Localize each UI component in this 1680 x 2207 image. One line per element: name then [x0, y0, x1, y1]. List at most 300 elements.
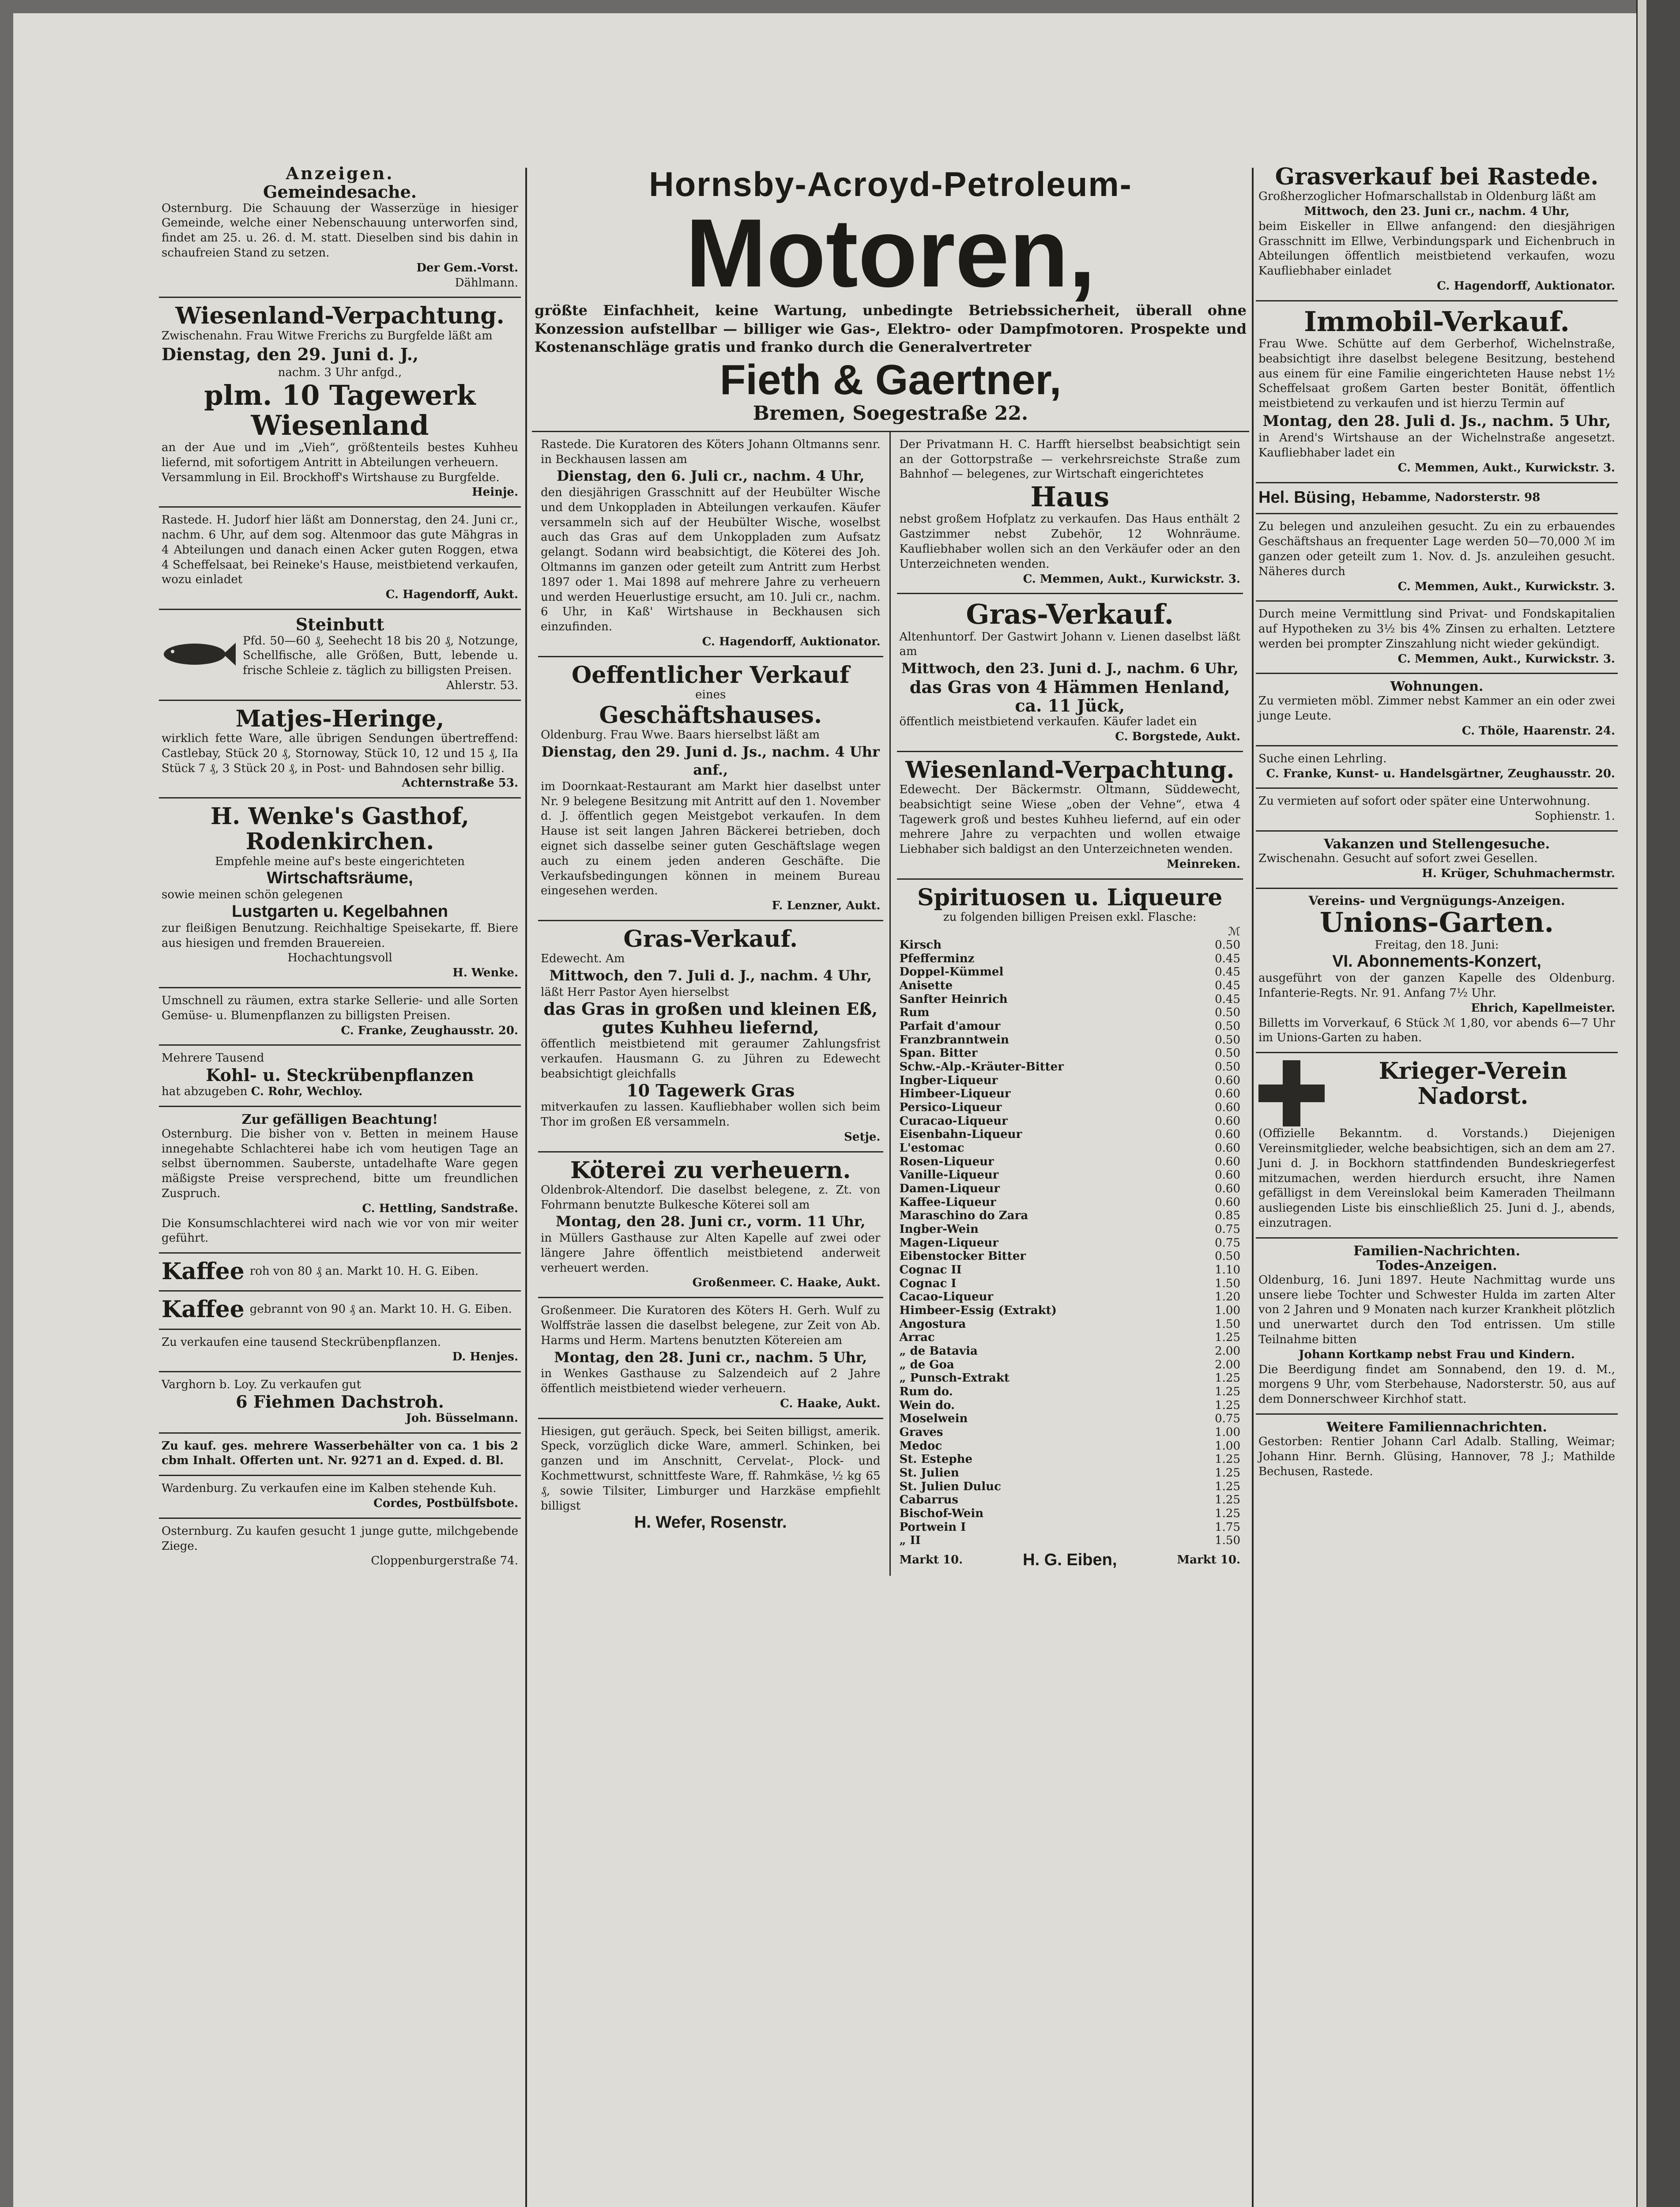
- price-item-value: 1.25: [1215, 1493, 1240, 1507]
- ad-signature: Der Gem.-Vorst.: [416, 261, 518, 275]
- price-row: [900, 1331, 1241, 1345]
- price-item-name: Vanille-Liqueur: [899, 1168, 999, 1182]
- ad-krieger-verein: [1256, 1053, 1618, 1239]
- price-item-name: Doppel-Kümmel: [899, 965, 1004, 979]
- ad-heading: Zur gefälligen Beachtung!: [241, 1111, 438, 1127]
- ad-heading: Matjes-Heringe,: [235, 705, 444, 732]
- ad-weitere-familiennachrichten: [1256, 1415, 1618, 1485]
- price-item-name: Rum do.: [899, 1385, 953, 1399]
- price-row: [900, 1196, 1241, 1209]
- ad-text: Rastede. Die Kuratoren des Köters Johann Oltmanns senr. in Beckhausen lassen am: [541, 437, 881, 466]
- price-row: [900, 1101, 1241, 1115]
- price-row: [900, 1345, 1241, 1358]
- iron-cross-icon: [1258, 1060, 1325, 1126]
- price-item-value: 1.25: [1215, 1331, 1240, 1345]
- price-row: [900, 1020, 1241, 1033]
- ad-heading: Krieger-Verein Nadorst.: [1379, 1058, 1567, 1110]
- ad-steinbutt: [159, 610, 521, 701]
- ad-text: mitverkaufen zu lassen. Kaufliebhaber wollen sich beim Thor im großen Eß versammeln.: [541, 1100, 881, 1129]
- price-row: [900, 1223, 1241, 1236]
- column-left: [159, 159, 521, 1575]
- ad-familien-nachrichten: [1256, 1239, 1618, 1415]
- ad-signature: Johann Kortkamp nebst Frau und Kindern.: [1299, 1348, 1575, 1361]
- ad-date: Mittwoch, den 23. Juni cr., nachm. 4 Uhr,: [1304, 204, 1570, 218]
- price-row: [900, 1507, 1241, 1521]
- price-item-value: 0.75: [1215, 1222, 1240, 1236]
- ad-heading: Wohnungen.: [1390, 679, 1484, 695]
- price-item-value: 0.60: [1215, 1168, 1240, 1182]
- price-item-value: 1.20: [1215, 1290, 1240, 1304]
- price-row: [900, 1453, 1241, 1466]
- price-list: [900, 938, 1241, 1548]
- column-right: [1256, 159, 1618, 1485]
- price-item-name: Anisette: [899, 979, 953, 992]
- column-rule-left: [525, 168, 527, 2207]
- column-middle: [532, 159, 1249, 1576]
- ad-heading-large: Motoren,: [686, 199, 1096, 307]
- ad-text: Billetts im Vorverkauf, 6 Stück ℳ 1,80, vor abends 6—7 Uhr im Unions-Garten zu haben.: [1258, 1016, 1615, 1045]
- ad-date: Dienstag, den 29. Juni d. J.,: [162, 344, 419, 365]
- ad-text: läßt Herr Pastor Ayen hierselbst: [541, 985, 729, 999]
- page-gutter: [1636, 0, 1646, 2207]
- ad-text: Frau Wwe. Schütte auf dem Gerberhof, Wichelnstraße, beabsichtigt ihre daselbst belegene Besitzung, bestehend aus einem für eine Familie eingerichteten Hause nebst 1½ Scheffelsaat großem Garten bester Bonität, öffentlich meistbietend zu verkaufen und ist hierzu Termin auf: [1258, 337, 1615, 411]
- ad-signature: Ehrich, Kapellmeister.: [1471, 1001, 1615, 1015]
- ad-judorf: [159, 508, 521, 610]
- ad-text: Hiesigen, gut geräuch. Speck, bei Seiten billigst, amerik. Speck, vorzüglich dicke Ware, ammerl. Schinken, bei ganzen und im Anschnitt, Cervelat-, Plock- und Kochmettwurst, schnittfeste Ware, ff. Rahmkäse, ½ kg 65 ₰, sowie Tilsiter, Limburger und Harzkäse empfiehlt billigst: [541, 1424, 881, 1513]
- ad-heading: Immobil-Verkauf.: [1303, 305, 1570, 338]
- ad-heading: Vakanzen und Stellengesuche.: [1323, 836, 1550, 852]
- ad-text: Freitag, den 18. Juni:: [1375, 938, 1499, 952]
- ad-text: Altenhuntorf. Der Gastwirt Johann v. Lienen daselbst läßt am: [899, 630, 1240, 659]
- price-item-value: 0.50: [1215, 1060, 1240, 1073]
- ad-unterwohnung: [1256, 789, 1618, 832]
- ad-gras-altenhuntorf: [897, 594, 1243, 752]
- ad-text: Varghorn b. Loy. Zu verkaufen gut: [162, 1378, 362, 1392]
- ad-immobil-verkauf: [1256, 301, 1618, 483]
- ad-gras-edewecht: [538, 921, 883, 1152]
- price-item-value: 1.25: [1215, 1371, 1240, 1385]
- price-row: [900, 1290, 1241, 1304]
- ad-text: Zu verkaufen eine tausend Steckrübenpflanzen.: [162, 1335, 441, 1349]
- price-item-value: 1.25: [1215, 1453, 1240, 1466]
- price-item-name: „ II: [899, 1534, 921, 1548]
- ad-signature: H. Krüger, Schuhmachermstr.: [1422, 866, 1615, 880]
- ad-anleihen: [1256, 514, 1618, 602]
- price-item-value: 0.75: [1215, 1412, 1240, 1426]
- price-item-value: 0.45: [1215, 979, 1240, 992]
- price-row: [900, 1521, 1241, 1534]
- price-row: [900, 1304, 1241, 1318]
- ad-text: eines: [695, 688, 726, 701]
- price-item-name: Curacao-Liqueur: [899, 1114, 1008, 1128]
- price-row: [900, 1033, 1241, 1047]
- price-item-value: 1.10: [1215, 1263, 1240, 1277]
- price-item-value: 1.00: [1215, 1303, 1240, 1317]
- price-row: [900, 1318, 1241, 1331]
- ad-heading: Wiesenland-Verpachtung.: [175, 302, 505, 330]
- price-item-value: 0.50: [1215, 938, 1240, 952]
- ad-text: Empfehle meine auf's beste eingerichteten: [215, 855, 465, 868]
- price-item-value: 0.50: [1215, 1019, 1240, 1033]
- ad-signature: Achternstraße 53.: [402, 776, 518, 790]
- ad-heading: Kohl- u. Steckrübenpflanzen: [206, 1065, 474, 1085]
- price-item-value: 0.60: [1215, 1182, 1240, 1195]
- ad-motoren: [532, 159, 1249, 432]
- ad-date: Mittwoch, den 7. Juli d. J., nachm. 4 Uhr,: [549, 967, 872, 984]
- price-item-value: 1.00: [1215, 1426, 1240, 1439]
- price-item-value: 0.50: [1215, 1033, 1240, 1047]
- scan-edge: [1646, 0, 1680, 2207]
- ad-signature: Heinje.: [472, 486, 518, 499]
- ad-text: Pfd. 50—60 ₰, Seehecht 18 bis 20 ₰, Notzunge, Schellfische, alle Größen, Butt, lebende u. frische Schleie z. täglich zu billigsten Preisen.: [243, 634, 518, 678]
- price-item-name: Angostura: [899, 1317, 966, 1331]
- ad-text: Edewecht. Am: [541, 952, 625, 966]
- price-item-value: 2.00: [1215, 1345, 1240, 1358]
- ad-stellengesuche: [1256, 832, 1618, 889]
- ad-date: Montag, den 28. Juni cr., nachm. 5 Uhr,: [554, 1348, 867, 1366]
- ad-heading: Köterei zu verheuern.: [570, 1156, 851, 1184]
- price-row: [900, 993, 1241, 1006]
- price-item-name: St. Julien Duluc: [899, 1480, 1001, 1493]
- price-row: [900, 965, 1241, 979]
- ad-text: hat abzugeben: [162, 1085, 248, 1098]
- ad-highlight: das Gras von 4 Hämmen Henland, ca. 11 Jück,: [909, 677, 1230, 716]
- ad-heading: Kaffee: [162, 1296, 245, 1323]
- ad-text: zur fleißigen Benutzung. Reichhaltige Speisekarte, ff. Biere aus hiesigen und fremden Brauereien.: [162, 921, 518, 950]
- ad-date: Montag, den 28. Juli d. Js., nachm. 5 Uhr,: [1262, 412, 1611, 430]
- ad-kaffee-roh: [159, 1254, 521, 1292]
- price-row: [900, 1426, 1241, 1439]
- section-title: Weitere Familiennachrichten.: [1326, 1419, 1547, 1435]
- price-item-value: 0.50: [1215, 1047, 1240, 1060]
- ad-time: nachm. 3 Uhr anfgd.,: [278, 365, 402, 379]
- ad-heading: Spirituosen u. Liqueure: [917, 884, 1223, 911]
- ad-signature: H. G. Eiben,: [1023, 1551, 1117, 1570]
- price-row: [900, 1047, 1241, 1060]
- price-item-value: 0.85: [1215, 1209, 1240, 1223]
- ad-signature: Großenmeer. C. Haake, Aukt.: [692, 1276, 881, 1290]
- price-item-value: 0.75: [1215, 1236, 1240, 1250]
- price-item-name: Eisenbahn-Liqueur: [899, 1128, 1022, 1141]
- ad-text: Edewecht. Der Bäckermstr. Oltmann, Süddewecht, beabsichtigt seine Wiese „oben der Vehne“, etwa 4 Tagewerk groß und bestes Kuhheu liefernd, auf ein oder mehrere Jahre zu verpachten und wollen etwaige Liebhaber sich baldigst an den Unterzeichneten wenden.: [899, 783, 1240, 856]
- ad-gemeindesache: [159, 159, 521, 298]
- ad-text: an der Aue und im „Vieh“, größtenteils bestes Kuhheu liefernd, mit sofortigem Antritt in Abteilungen verheuern.: [162, 441, 518, 469]
- price-row: [900, 1060, 1241, 1074]
- price-item-name: St. Julien: [899, 1466, 959, 1480]
- ad-signature: C. Rohr, Wechloy.: [251, 1085, 363, 1098]
- ad-heading: Oeffentlicher Verkauf: [572, 661, 850, 689]
- price-item-value: 0.45: [1215, 952, 1240, 965]
- price-item-name: Portwein I: [899, 1520, 966, 1534]
- ad-text: beim Eiskeller in Ellwe anfangend: den diesjährigen Grasschnitt im Ellwe, Verbindungspark und Eichenbruch in Abteilungen öffentlich meistbietend verkaufen, wozu Kaufliebhaber einladet: [1258, 219, 1615, 278]
- price-item-value: 1.75: [1215, 1520, 1240, 1534]
- ad-text: Großherzoglicher Hofmarschallstab in Oldenburg läßt am: [1258, 190, 1596, 203]
- price-row: [900, 1371, 1241, 1385]
- ad-text: den diesjährigen Grasschnitt auf der Heubülter Wische und dem Unkoppladen in Abteilungen verkaufen. Käufer versammeln sich auf der Heubülter Wische, woselbst auch das Gras auf dem Unkoppladen zum Aufsatz gelangt. Sodann wird beabsichtigt, die Köterei des Joh. Oltmanns im ganzen oder geteilt zum Antritt zum Herbst 1897 oder 1. Mai 1898 auf mehrere Jahre zu verheuern und werden Heuerlustige ersucht, am 10. Juli cr., nachm. 6 Uhr, in Kaß' Wirtshause in Beckhausen sich einzufinden.: [541, 486, 881, 634]
- ad-text: Oldenburg, 16. Juni 1897. Heute Nachmittag wurde uns unsere liebe Tochter und Schwester Hulda im zarten Alter von 2 Jahren und 9 Monaten nach kurzer Krankheit plötzlich und unerwartet durch den Tod entrissen. Um stille Teilnahme bitten: [1258, 1273, 1615, 1346]
- ad-text: im Doornkaat-Restaurant am Markt hier daselbst unter Nr. 9 belegene Besitzung mit Antritt auf den 1. November d. J. öffentlich gegen Meistgebot verkaufen. In dem Hause ist seit langen Jahren Bäckerei betrieben, doch eignet sich dasselbe seiner guten Geschäftslage wegen auch zu einem jeden anderen Geschäfte. Die Verkaufsbedingungen können in meinem Bureau eingesehen werden.: [541, 780, 881, 898]
- ad-heading: Gras-Verkauf.: [623, 926, 798, 953]
- ad-text: Großenmeer. Die Kuratoren des Köters H. Gerh. Wulf zu Wolffsträe lassen die daselbst belegene, zur Zeit von Ab. Harms und Herm. Martens benutzten Kötereien am: [541, 1304, 881, 1347]
- ad-signature: C. Memmen, Aukt., Kurwickstr. 3.: [1397, 461, 1615, 475]
- ad-signature: Meinreken.: [1167, 858, 1240, 871]
- ad-highlight: Wiesenland: [251, 409, 429, 441]
- ad-text: sowie meinen schön gelegenen: [162, 888, 343, 902]
- ad-heading: Gemeindesache.: [263, 181, 417, 202]
- fish-icon: [162, 636, 237, 672]
- ad-text: Zwischenahn. Gesucht auf sofort zwei Gesellen.: [1258, 852, 1538, 866]
- price-row: [900, 1480, 1241, 1494]
- ad-date: Mittwoch, den 23. Juni d. J., nachm. 6 Uhr,: [901, 660, 1239, 677]
- ad-text: Hebamme, Nadorsterstr. 98: [1361, 490, 1541, 504]
- price-item-value: 0.60: [1215, 1155, 1240, 1168]
- price-row: [900, 1263, 1241, 1277]
- price-item-name: L'estomac: [899, 1141, 964, 1155]
- price-item-value: 1.25: [1215, 1385, 1240, 1399]
- price-item-name: Span. Bitter: [899, 1047, 978, 1060]
- ad-signature: Ahlerstr. 53.: [446, 679, 518, 693]
- ad-signature: H. Wefer, Rosenstr.: [634, 1513, 787, 1532]
- price-item-name: Damen-Liqueur: [899, 1182, 1000, 1195]
- price-row: [900, 979, 1241, 993]
- ad-signature: C. Franke, Zeughausstr. 20.: [341, 1024, 518, 1037]
- ad-text: öffentlich meistbietend mit geraumer Zahlungsfrist verkaufen. Hausmann G. zu Jühren zu Edewecht beabsichtigt gleichfalls: [541, 1037, 881, 1081]
- price-item-name: Bischof-Wein: [899, 1507, 984, 1521]
- ad-oltmanns: [538, 432, 883, 657]
- ad-highlight: 10 Tagewerk Gras: [626, 1081, 795, 1101]
- ad-firm-name: Fieth & Gaertner,: [719, 356, 1062, 403]
- ad-text: Die Konsumschlachterei wird nach wie vor von mir weiter geführt.: [162, 1216, 518, 1245]
- price-row: [900, 1439, 1241, 1453]
- ad-text: Zu vermieten möbl. Zimmer nebst Kammer an ein oder zwei junge Leute.: [1258, 694, 1615, 723]
- price-item-name: Cognac I: [899, 1277, 957, 1290]
- ad-wenke-gasthof: [159, 798, 521, 988]
- section-title: Anzeigen.: [286, 163, 394, 183]
- price-item-value: 0.45: [1215, 965, 1240, 979]
- ad-heading: Grasverkauf bei Rastede.: [1275, 163, 1599, 190]
- ad-text: Zu belegen und anzuleihen gesucht. Zu ein zu erbauendes Geschäftshaus an frequenter Lage werden 50—70,000 ℳ im ganzen oder geteilt zum 1. Nov. d. Js. anzuleihen gesucht. Näheres durch: [1258, 520, 1615, 578]
- ad-address: Markt 10.: [899, 1553, 963, 1567]
- price-item-value: 1.00: [1215, 1439, 1240, 1453]
- ad-signature: C. Thöle, Haarenstr. 24.: [1462, 724, 1615, 738]
- ad-signature: C. Hettling, Sandstraße.: [362, 1201, 518, 1215]
- ad-highlight: das Gras in großen und kleinen Eß, gutes Kuhheu liefernd,: [543, 999, 878, 1038]
- price-row: [900, 1115, 1241, 1128]
- price-item-name: Ingber-Wein: [899, 1222, 979, 1236]
- ad-signature: Sophienstr. 1.: [1535, 810, 1615, 823]
- ad-matjes: [159, 701, 521, 798]
- price-item-name: Cognac II: [899, 1263, 962, 1277]
- price-item-value: 1.50: [1215, 1534, 1240, 1548]
- price-item-name: Ingber-Liqueur: [899, 1073, 998, 1087]
- ad-signature: Joh. Büsselmann.: [406, 1411, 518, 1425]
- ad-date: Dienstag, den 29. Juni d. Js., nachm. 4 Uhr anf.,: [541, 743, 880, 779]
- price-item-name: Moselwein: [899, 1412, 968, 1426]
- ad-text: Hochachtungsvoll: [287, 951, 392, 965]
- ad-highlight: plm. 10 Tagewerk: [204, 379, 476, 411]
- ad-signature: Cloppenburgerstraße 74.: [371, 1554, 518, 1568]
- ad-text: größte Einfachheit, keine Wartung, unbedingte Betriebssicherheit, überall ohne Konzession aufstellbar — billiger wie Gas-, Elektro- oder Dampfmotoren. Prospekte und Kostenanschläge gratis und franko durch die Generalvertreter: [535, 302, 1247, 356]
- ad-grasverkauf-rastede: [1256, 159, 1618, 301]
- ad-spirituosen: [897, 880, 1243, 1576]
- ad-signature: C. Borgstede, Aukt.: [1115, 730, 1240, 744]
- price-item-value: 0.60: [1215, 1195, 1240, 1209]
- price-row: [900, 1155, 1241, 1169]
- price-item-name: Rosen-Liqueur: [899, 1155, 994, 1168]
- price-row: [900, 1250, 1241, 1263]
- ad-text: Der Privatmann H. C. Harfft hierselbst beabsichtigt sein an der Gottorpstraße — verkehrsreichste Straße zum Bahnhof — belegenes, zur Wirtschaft eingerichtetes: [899, 437, 1240, 481]
- ad-text: Oldenburg. Frau Wwe. Baars hierselbst läßt am: [541, 728, 820, 742]
- ad-signature: Setje.: [844, 1130, 881, 1144]
- ad-text: Osternburg. Die bisher von v. Betten in meinem Hause innegehabte Schlachterei habe ich vom heutigen Tage an selbst übernommen. Sauberste, untadelhafte Ware gegen mäßigste Preise versprechend, bitte um freundlichen Zuspruch.: [162, 1127, 518, 1200]
- price-item-name: St. Estephe: [899, 1453, 973, 1466]
- price-row: [900, 1399, 1241, 1412]
- ad-heading: Geschäftshauses.: [599, 701, 822, 729]
- price-item-value: 0.60: [1215, 1073, 1240, 1087]
- price-item-value: 1.50: [1215, 1277, 1240, 1290]
- ad-henjes: [159, 1330, 521, 1373]
- ad-signature: C. Hagendorff, Aukt.: [385, 588, 518, 602]
- ad-signature: C. Memmen, Aukt., Kurwickstr. 3.: [1023, 572, 1240, 586]
- price-item-value: 0.60: [1215, 1114, 1240, 1128]
- price-item-value: 1.50: [1215, 1317, 1240, 1331]
- ad-kaffee-gebrannt: [159, 1292, 521, 1329]
- ad-subheading: Rodenkirchen.: [245, 828, 434, 855]
- price-item-value: 1.25: [1215, 1480, 1240, 1493]
- price-row: [900, 1074, 1241, 1088]
- price-row: [900, 952, 1241, 966]
- ad-text: Zu kauf. ges. mehrere Wasserbehälter von ca. 1 bis 2 cbm Inhalt. Offerten unt. Nr. 9271 an d. Exped. d. Bl.: [162, 1439, 518, 1468]
- ad-wardenburg: [159, 1476, 521, 1519]
- ad-text: in Müllers Gasthause zur Alten Kapelle auf zwei oder längere Jahre öffentlich meistbietend anderweit verheuert werden.: [541, 1231, 881, 1275]
- section-title: Familien-Nachrichten.: [1353, 1243, 1520, 1259]
- ad-highlight: Lustgarten u. Kegelbahnen: [232, 902, 448, 921]
- ad-text: Suche einen Lehrling.: [1258, 752, 1387, 765]
- ad-text: Rastede. H. Judorf hier läßt am Donnerstag, den 24. Juni cr., nachm. 6 Uhr, auf dem sog. Altenmoor das gute Mähgras in 4 Abteilungen und danach einen Acker guten Roggen, etwa 4 Scheffelsaat, bei Reineke's Hause, meistbietend verkaufen, wozu einladet: [162, 513, 518, 587]
- ad-wiesenland-edewecht: [897, 752, 1243, 880]
- price-row: [900, 1385, 1241, 1399]
- price-item-name: Magen-Liqueur: [899, 1236, 998, 1250]
- ad-text: Mehrere Tausend: [162, 1051, 264, 1065]
- ad-wefer: [538, 1419, 883, 1539]
- middle-subcolumns: [532, 432, 1249, 1576]
- ad-signature: C. Memmen, Aukt., Kurwickstr. 3.: [1397, 580, 1615, 593]
- ad-heading: H. Wenke's Gasthof,: [210, 803, 469, 830]
- ad-signature: C. Hagendorff, Auktionator.: [1437, 279, 1615, 293]
- ad-signature: C. Hagendorff, Auktionator.: [702, 635, 881, 648]
- price-item-name: Cacao-Liqueur: [899, 1290, 994, 1304]
- ad-wasserbehaelter: [159, 1434, 521, 1476]
- ad-signature: C. Haake, Aukt.: [780, 1397, 881, 1410]
- price-item-name: Kaffee-Liqueur: [899, 1195, 996, 1209]
- ad-heading: Wiesenland-Verpachtung.: [905, 756, 1235, 783]
- ad-text: Durch meine Vermittlung sind Privat- und Fondskapitalien auf Hypotheken zu 3½ bis 4% Zinsen zu erhalten. Letztere werden bei prompter Zinszahlung nicht wieder gekündigt.: [1258, 607, 1615, 651]
- ad-text: Wardenburg. Zu verkaufen eine im Kalben stehende Kuh.: [162, 1482, 497, 1495]
- ad-text: gebrannt von 90 ₰ an. Markt 10. H. G. Eiben.: [249, 1303, 512, 1316]
- price-item-name: Eibenstocker Bitter: [899, 1250, 1026, 1263]
- ad-date: Dienstag, den 6. Juli cr., nachm. 4 Uhr,: [557, 467, 865, 485]
- ad-text: öffentlich meistbietend verkaufen. Käufer ladet ein: [899, 715, 1197, 729]
- price-row: [900, 1534, 1241, 1548]
- ad-text: nebst großem Hofplatz zu verkaufen. Das Haus enthält 2 Gastzimmer nebst Zubehör, 12 Wohnräume. Kaufliebhaber wollen sich an den Verkäufer oder an den Unterzeichneten wenden.: [899, 512, 1240, 571]
- price-row: [900, 1087, 1241, 1101]
- ad-highlight: VI. Abonnements-Konzert,: [1332, 952, 1541, 971]
- price-item-value: 1.25: [1215, 1507, 1240, 1521]
- price-item-value: 1.25: [1215, 1466, 1240, 1480]
- ad-text: Umschnell zu räumen, extra starke Sellerie- und alle Sorten Gemüse- u. Blumenpflanzen zu billigsten Preisen.: [162, 994, 518, 1022]
- ad-signature: Dählmann.: [455, 276, 518, 290]
- price-item-value: 0.60: [1215, 1141, 1240, 1155]
- price-row: [900, 1493, 1241, 1507]
- price-item-name: Pfefferminz: [899, 952, 975, 965]
- price-row: [900, 938, 1241, 952]
- price-item-value: 1.25: [1215, 1398, 1240, 1412]
- ad-subheading: Todes-Anzeigen.: [1376, 1258, 1497, 1273]
- ad-wulf: [538, 1298, 883, 1419]
- ad-heading: Hel. Büsing,: [1258, 488, 1356, 507]
- section-title: Vereins- und Vergnügungs-Anzeigen.: [1308, 893, 1565, 908]
- ad-heading: Gras-Verkauf.: [966, 598, 1174, 631]
- ad-dachstroh: [159, 1372, 521, 1433]
- price-item-name: Franzbranntwein: [899, 1033, 1009, 1047]
- ad-signature: H. Wenke.: [452, 966, 518, 980]
- price-item-name: Himbeer-Liqueur: [899, 1087, 1011, 1101]
- ad-address: Markt 10.: [1177, 1553, 1240, 1567]
- price-item-name: Himbeer-Essig (Extrakt): [899, 1303, 1057, 1317]
- ad-ziege: [159, 1519, 521, 1575]
- price-row: [900, 1128, 1241, 1141]
- ad-signature: F. Lenzner, Aukt.: [772, 899, 881, 913]
- ad-text: in Wenkes Gasthause zu Salzendeich auf 2 Jahre öffentlich meistbietend wieder verheuern.: [541, 1367, 881, 1395]
- ad-subheading: zu folgenden billigen Preisen exkl. Flasche:: [943, 911, 1197, 924]
- price-item-name: Wein do.: [899, 1398, 955, 1412]
- price-item-value: 2.00: [1215, 1358, 1240, 1371]
- ad-wiesenland-verpachtung: [159, 298, 521, 508]
- price-item-name: Schw.-Alp.-Kräuter-Bitter: [899, 1060, 1064, 1073]
- ad-unions-garten: [1256, 889, 1618, 1054]
- middle-subcolumn-b: [891, 432, 1250, 1576]
- ad-text: Zwischenahn. Frau Witwe Frerichs zu Burgfelde läßt am: [162, 329, 493, 343]
- ad-text: Osternburg. Die Schauung der Wasserzüge in hiesiger Gemeinde, welche einer Nebenschauung unterworfen sind, findet am 25. u. 26. d. M. statt. Dieselben sind bis dahin in schaufreien Stand zu setzen.: [162, 201, 518, 260]
- price-item-name: „ de Batavia: [899, 1345, 978, 1358]
- currency-symbol: ℳ: [1228, 925, 1240, 938]
- middle-subcolumn-a: [532, 432, 891, 1576]
- ad-signature: C. Memmen, Aukt., Kurwickstr. 3.: [1397, 652, 1615, 666]
- ad-text: roh von 80 ₰ an. Markt 10. H. G. Eiben.: [249, 1264, 479, 1278]
- ad-heading: Unions-Garten.: [1319, 906, 1554, 939]
- price-item-name: Arrac: [899, 1331, 935, 1345]
- price-row: [900, 1182, 1241, 1196]
- ad-text: Zu vermieten auf sofort oder später eine Unterwohnung.: [1258, 795, 1590, 808]
- price-item-name: „ de Goa: [899, 1358, 954, 1371]
- price-item-name: Persico-Liqueur: [899, 1100, 1002, 1114]
- price-row: [900, 1358, 1241, 1372]
- ad-heading: Steinbutt: [295, 614, 384, 634]
- price-item-value: 0.50: [1215, 1250, 1240, 1263]
- price-row: [900, 1209, 1241, 1223]
- price-item-name: Kirsch: [899, 938, 942, 952]
- ad-wohnungen: [1256, 674, 1618, 746]
- price-row: [900, 1236, 1241, 1250]
- ad-address: Bremen, Soegestraße 22.: [753, 402, 1028, 425]
- price-item-name: Graves: [899, 1426, 943, 1439]
- price-item-name: Maraschino do Zara: [899, 1209, 1028, 1223]
- price-item-value: 0.45: [1215, 992, 1240, 1006]
- price-row: [900, 1006, 1241, 1020]
- ad-highlight: 6 Fiehmen Dachstroh.: [236, 1391, 444, 1412]
- ad-highlight: Haus: [1030, 481, 1110, 513]
- ad-text: Die Beerdigung findet am Sonnabend, den 19. d. M., morgens 9 Uhr, vom Sterbehause, Nadorsterstr. 50, aus auf dem Donnerschweer Kirchhof statt.: [1258, 1363, 1615, 1406]
